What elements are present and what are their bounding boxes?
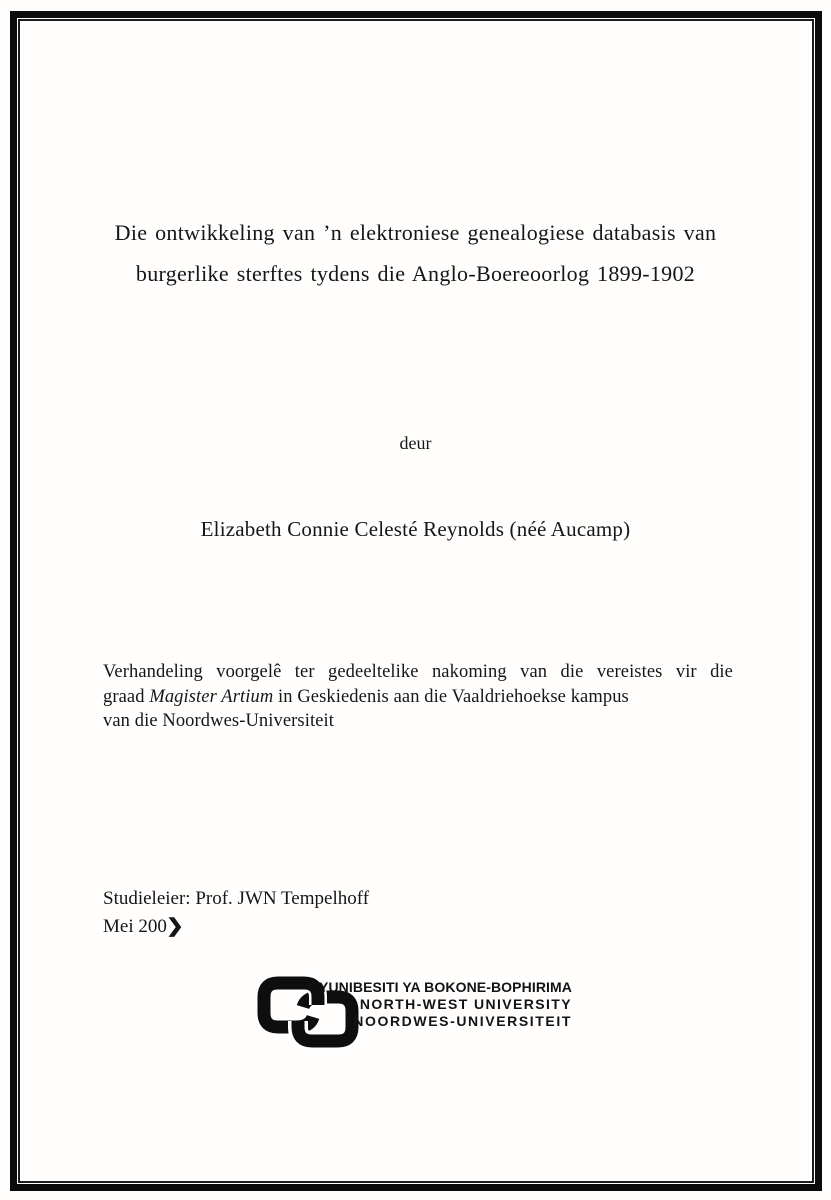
degree-name-italic: Magister Artium	[149, 686, 274, 707]
author-name: Elizabeth Connie Celesté Reynolds (néé Aucamp)	[200, 517, 631, 541]
date-prefix: Mei 200	[103, 915, 167, 937]
thesis-title-line-2: burgerlike sterftes tydens die Anglo-Boereoorlog 1899-1902	[135, 261, 696, 286]
logo-line-english: NORTH-WEST UNIVERSITY	[359, 996, 572, 1012]
byline-word: deur	[399, 433, 432, 453]
submission-line-1: Verhandeling voorgelê ter gedeeltelike nakoming van die vereistes vir die	[103, 662, 733, 682]
supervisor-block	[103, 885, 369, 940]
submission-line-2	[103, 685, 733, 710]
submission-line-2-pre: graad	[103, 686, 150, 707]
year-final-digit-7-glyph: ❯	[165, 915, 184, 937]
logo-line-afrikaans: NOORDWES-UNIVERSITEIT	[353, 1013, 572, 1029]
logo-line-setswana: YUNIBESITI YA BOKONE-BOPHIRIMA	[319, 979, 572, 995]
university-logo-text	[316, 979, 572, 1030]
supervisor-line: Studieleier: Prof. JWN Tempelhoff	[103, 888, 370, 909]
submission-line-3: van die Noordwes-Universiteit	[103, 711, 335, 731]
date-line	[103, 913, 369, 941]
thesis-title-line-1: Die ontwikkeling van ’n elektroniese genealogiese databasis van	[114, 220, 717, 245]
submission-statement	[103, 660, 733, 734]
submission-line-2-post: in Geskiedenis aan die Vaaldriehoekse kampus	[273, 686, 629, 707]
thesis-title	[40, 212, 791, 294]
